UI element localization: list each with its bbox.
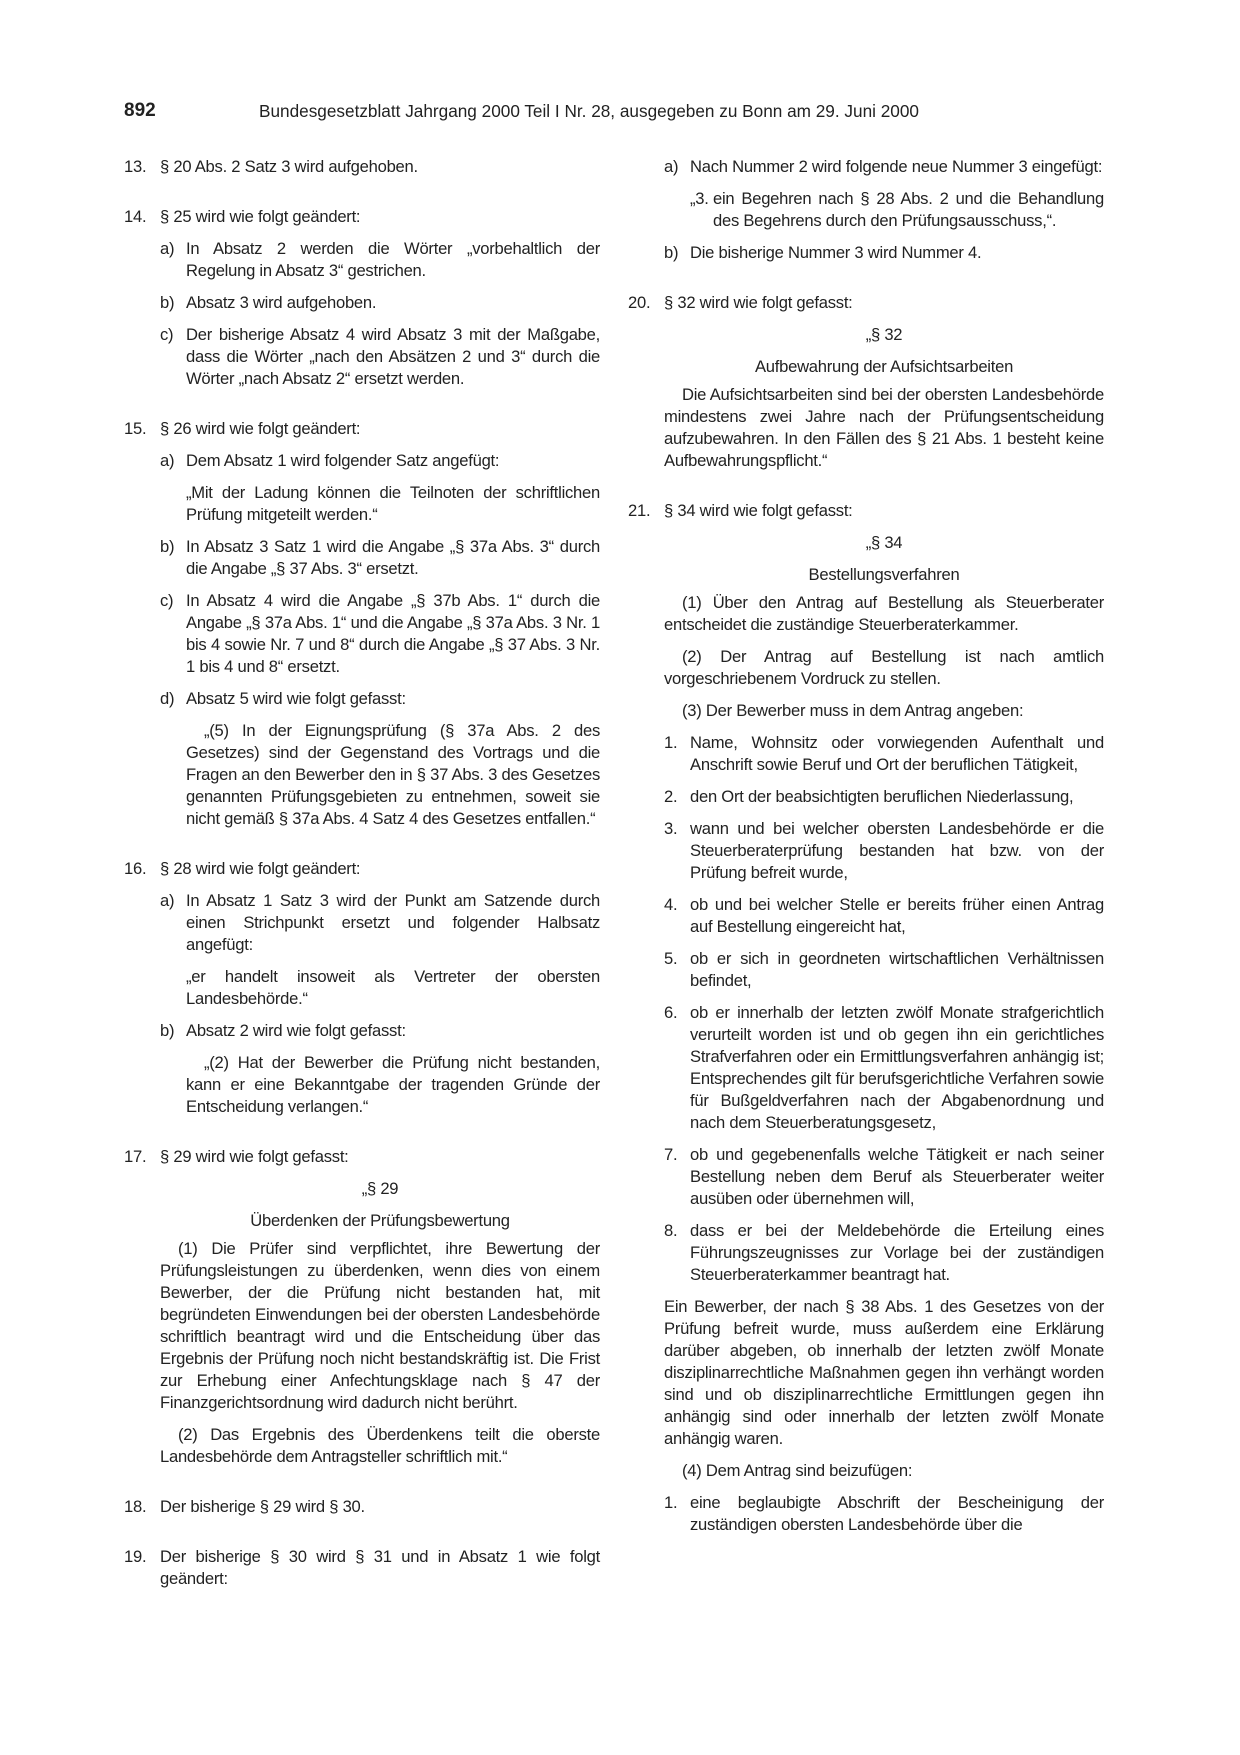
section-number: „§ 29 <box>361 1179 399 1198</box>
sub-item-a <box>124 890 600 956</box>
list-item <box>628 1220 1104 1286</box>
sub-item-letter: d) <box>160 689 175 708</box>
list-item <box>628 818 1104 884</box>
list-number: 4. <box>664 895 678 914</box>
item-text: § 25 wird wie folgt geändert: <box>160 207 361 226</box>
item-text: § 32 wird wie folgt gefasst: <box>664 293 853 312</box>
item-text: § 26 wird wie folgt geändert: <box>160 419 361 438</box>
sub-item-text: Nach Nummer 2 wird folgende neue Nummer 3 eingefügt: <box>690 157 1103 176</box>
quoted-text: „(2) Hat der Bewerber die Prüfung nicht bestanden, kann er eine Bekanntgabe der tragenden Gründe der Entscheidung verlangen.“ <box>186 1053 600 1116</box>
quoted-text: „(5) In der Eignungsprüfung (§ 37a Abs. 2 des Gesetzes) sind der Gegenstand des Vortrags und die Fragen an den Bewerber den in § 37 Abs. 3 des Gesetzes genannten Prüfungsgebieten zu entnehmen, soweit sie nicht gemäß § 37a Abs. 4 Satz 4 des Gesetzes entfallen.“ <box>186 721 600 828</box>
list-item <box>628 1002 1104 1134</box>
sub-item-letter: b) <box>664 243 679 262</box>
list-text: ob er innerhalb der letzten zwölf Monate strafgerichtlich verurteilt worden ist und ob gegen ihn ein gerichtliches Strafverfahren oder ein Ermittlungsverfahren anhängig ist; Entsprechendes gilt für berufsgerichtliche Verfahren sowie für Bußgeldverfahren nach der Abgabenordnung und nach dem Steuerberatungsgesetz, <box>690 1003 1104 1132</box>
list-text: ob und gegebenenfalls welche Tätigkeit er nach seiner Bestellung neben dem Beruf als Steuerberater weiter ausüben oder übernehmen will, <box>690 1145 1104 1208</box>
paragraph: (3) Der Bewerber muss in dem Antrag angeben: <box>682 701 1024 720</box>
quoted-number-text: ein Begehren nach § 28 Abs. 2 und die Behandlung des Begehrens durch den Prüfungsausschuss,“. <box>713 189 1104 230</box>
sub-item-a <box>628 156 1104 178</box>
list-item <box>628 732 1104 776</box>
section-number: „§ 34 <box>865 533 903 552</box>
sub-item-text: Dem Absatz 1 wird folgender Satz angefügt: <box>186 451 500 470</box>
item-16 <box>124 858 600 1118</box>
list-number: 2. <box>664 787 678 806</box>
list-item <box>628 1492 1104 1536</box>
list-text: dass er bei der Meldebehörde die Erteilung eines Führungszeugnisses zur Vorlage bei der zuständigen Steuerberaterkammer beantragt hat. <box>690 1221 1104 1284</box>
list-text: Name, Wohnsitz oder vorwiegenden Aufenthalt und Anschrift sowie Beruf und Ort der beruflichen Tätigkeit, <box>690 733 1104 774</box>
sub-item-c <box>124 590 600 678</box>
sub-item-letter: b) <box>160 537 175 556</box>
sub-item-c <box>124 324 600 390</box>
sub-item-text: In Absatz 3 Satz 1 wird die Angabe „§ 37a Abs. 3“ durch die Angabe „§ 37 Abs. 3“ ersetzt. <box>186 537 600 578</box>
sub-item-letter: b) <box>160 1021 175 1040</box>
list-number: 3. <box>664 819 678 838</box>
sub-item-b <box>124 292 600 314</box>
list-number: 8. <box>664 1221 678 1240</box>
section-heading: Bestellungsverfahren <box>808 565 960 584</box>
page-header <box>124 98 1114 128</box>
item-text: § 28 wird wie folgt geändert: <box>160 859 361 878</box>
list-text: ob er sich in geordneten wirtschaftlichen Verhältnissen befindet, <box>690 949 1104 990</box>
list-text: den Ort der beabsichtigten beruflichen Niederlassung, <box>690 787 1074 806</box>
sub-item-text: Absatz 5 wird wie folgt gefasst: <box>186 689 406 708</box>
item-number: 14. <box>124 207 147 226</box>
list-text: ob und bei welcher Stelle er bereits früher einen Antrag auf Bestellung eingereicht hat, <box>690 895 1104 936</box>
page-number: 892 <box>124 100 156 121</box>
item-14 <box>124 206 600 390</box>
list-item <box>628 786 1104 808</box>
item-20 <box>628 292 1104 472</box>
sub-item-letter: b) <box>160 293 175 312</box>
sub-item-letter: c) <box>160 325 174 344</box>
sub-item-b <box>628 242 1104 264</box>
quoted-text: „er handelt insoweit als Vertreter der obersten Landesbehörde.“ <box>186 967 600 1008</box>
sub-item-letter: a) <box>160 451 175 470</box>
sub-item-a <box>124 238 600 282</box>
paragraph: (4) Dem Antrag sind beizufügen: <box>682 1461 913 1480</box>
item-18 <box>124 1496 600 1518</box>
section-number: „§ 32 <box>865 325 903 344</box>
quoted-number-label: „3. <box>690 189 709 208</box>
item-number: 16. <box>124 859 147 878</box>
item-number: 20. <box>628 293 651 312</box>
paragraph: Ein Bewerber, der nach § 38 Abs. 1 des Gesetzes von der Prüfung befreit wurde, muss außerdem eine Erklärung darüber abgeben, ob innerhalb der letzten zwölf Monate disziplinarrechtliche Maßnahmen gegen ihn verhängt worden sind und ob disziplinarrechtliche Ermittlungen gegen ihn anhängig sind oder innerhalb der letzten zwölf Monate anhängig waren. <box>664 1297 1104 1448</box>
paragraph: (1) Über den Antrag auf Bestellung als Steuerberater entscheidet die zuständige Steuerberaterkammer. <box>664 593 1104 634</box>
sub-item-letter: a) <box>160 239 175 258</box>
sub-item-b <box>124 536 600 580</box>
sub-item-letter: a) <box>664 157 679 176</box>
left-column <box>124 156 600 1590</box>
sub-item-letter: c) <box>160 591 174 610</box>
list-number: 7. <box>664 1145 678 1164</box>
sub-item-text: In Absatz 4 wird die Angabe „§ 37b Abs. 1“ durch die Angabe „§ 37a Abs. 1“ und die Angabe „§ 37a Abs. 3 Nr. 1 bis 4 sowie Nr. 7 und 8“ durch die Angabe „§ 37 Abs. 3 Nr. 1 bis 4 und 8“ ersetzt. <box>186 591 600 676</box>
paragraph: (1) Die Prüfer sind verpflichtet, ihre Bewertung der Prüfungsleistungen zu überdenken, wenn dies von einem Bewerber, der die Prüfung nicht bestanden hat, mit begründeten Einwendungen bei der obersten Landesbehörde schriftlich beantragt wird und die Entscheidung über das Ergebnis der Prüfung noch nicht bestandskräftig ist. Die Frist zur Erhebung einer Anfechtungsklage nach § 47 der Finanzgerichtsordnung wird dadurch nicht berührt. <box>160 1239 600 1412</box>
list-item <box>628 894 1104 938</box>
item-number: 17. <box>124 1147 147 1166</box>
item-text: § 20 Abs. 2 Satz 3 wird aufgehoben. <box>160 157 418 176</box>
paragraph: (2) Das Ergebnis des Überdenkens teilt die oberste Landesbehörde dem Antragsteller schriftlich mit.“ <box>160 1425 600 1466</box>
item-17 <box>124 1146 600 1468</box>
item-21 <box>628 500 1104 1536</box>
section-heading: Überdenken der Prüfungsbewertung <box>250 1211 510 1230</box>
list-item <box>628 1144 1104 1210</box>
sub-item-text: Absatz 3 wird aufgehoben. <box>186 293 377 312</box>
paragraph: (2) Der Antrag auf Bestellung ist nach amtlich vorgeschriebenem Vordruck zu stellen. <box>664 647 1104 688</box>
list-text: wann und bei welcher obersten Landesbehörde er die Steuerberaterprüfung bestanden hat bzw. von der Prüfung befreit wurde, <box>690 819 1104 882</box>
item-text: § 34 wird wie folgt gefasst: <box>664 501 853 520</box>
item-number: 13. <box>124 157 147 176</box>
list-number: 1. <box>664 733 678 752</box>
list-number: 5. <box>664 949 678 968</box>
item-number: 18. <box>124 1497 147 1516</box>
sub-item-letter: a) <box>160 891 175 910</box>
item-text: Der bisherige § 30 wird § 31 und in Absatz 1 wie folgt geändert: <box>160 1547 600 1588</box>
item-text: § 29 wird wie folgt gefasst: <box>160 1147 349 1166</box>
item-number: 19. <box>124 1547 147 1566</box>
sub-item-text: In Absatz 2 werden die Wörter „vorbehaltlich der Regelung in Absatz 3“ gestrichen. <box>186 239 600 280</box>
paragraph: Die Aufsichtsarbeiten sind bei der obersten Landesbehörde mindestens zwei Jahre nach der Prüfungsentscheidung aufzubewahren. In den Fällen des § 21 Abs. 1 besteht keine Aufbewahrungspflicht.“ <box>664 385 1104 470</box>
item-15 <box>124 418 600 830</box>
item-19 <box>124 1546 600 1590</box>
right-column <box>628 156 1104 1536</box>
item-text: Der bisherige § 29 wird § 30. <box>160 1497 365 1516</box>
sub-item-d <box>124 688 600 710</box>
sub-item-text: Der bisherige Absatz 4 wird Absatz 3 mit der Maßgabe, dass die Wörter „nach den Absätzen 2 und 3“ durch die Wörter „nach Absatz 2“ ersetzt werden. <box>186 325 600 388</box>
item-13 <box>124 156 600 178</box>
sub-item-b <box>124 1020 600 1042</box>
list-number: 6. <box>664 1003 678 1022</box>
sub-item-text: Die bisherige Nummer 3 wird Nummer 4. <box>690 243 982 262</box>
item-number: 21. <box>628 501 651 520</box>
quoted-number-3 <box>628 188 1104 232</box>
quoted-text: „Mit der Ladung können die Teilnoten der schriftlichen Prüfung mitgeteilt werden.“ <box>186 483 600 524</box>
list-item <box>628 948 1104 992</box>
list-number: 1. <box>664 1493 678 1512</box>
section-heading: Aufbewahrung der Aufsichtsarbeiten <box>754 357 1014 376</box>
sub-item-a <box>124 450 600 472</box>
sub-item-text: In Absatz 1 Satz 3 wird der Punkt am Satzende durch einen Strichpunkt ersetzt und folgender Halbsatz angefügt: <box>186 891 600 954</box>
item-number: 15. <box>124 419 147 438</box>
list-text: eine beglaubigte Abschrift der Bescheinigung der zuständigen obersten Landesbehörde über die <box>690 1493 1104 1534</box>
sub-item-text: Absatz 2 wird wie folgt gefasst: <box>186 1021 406 1040</box>
running-title: Bundesgesetzblatt Jahrgang 2000 Teil I Nr. 28, ausgegeben zu Bonn am 29. Juni 2000 <box>259 101 919 121</box>
